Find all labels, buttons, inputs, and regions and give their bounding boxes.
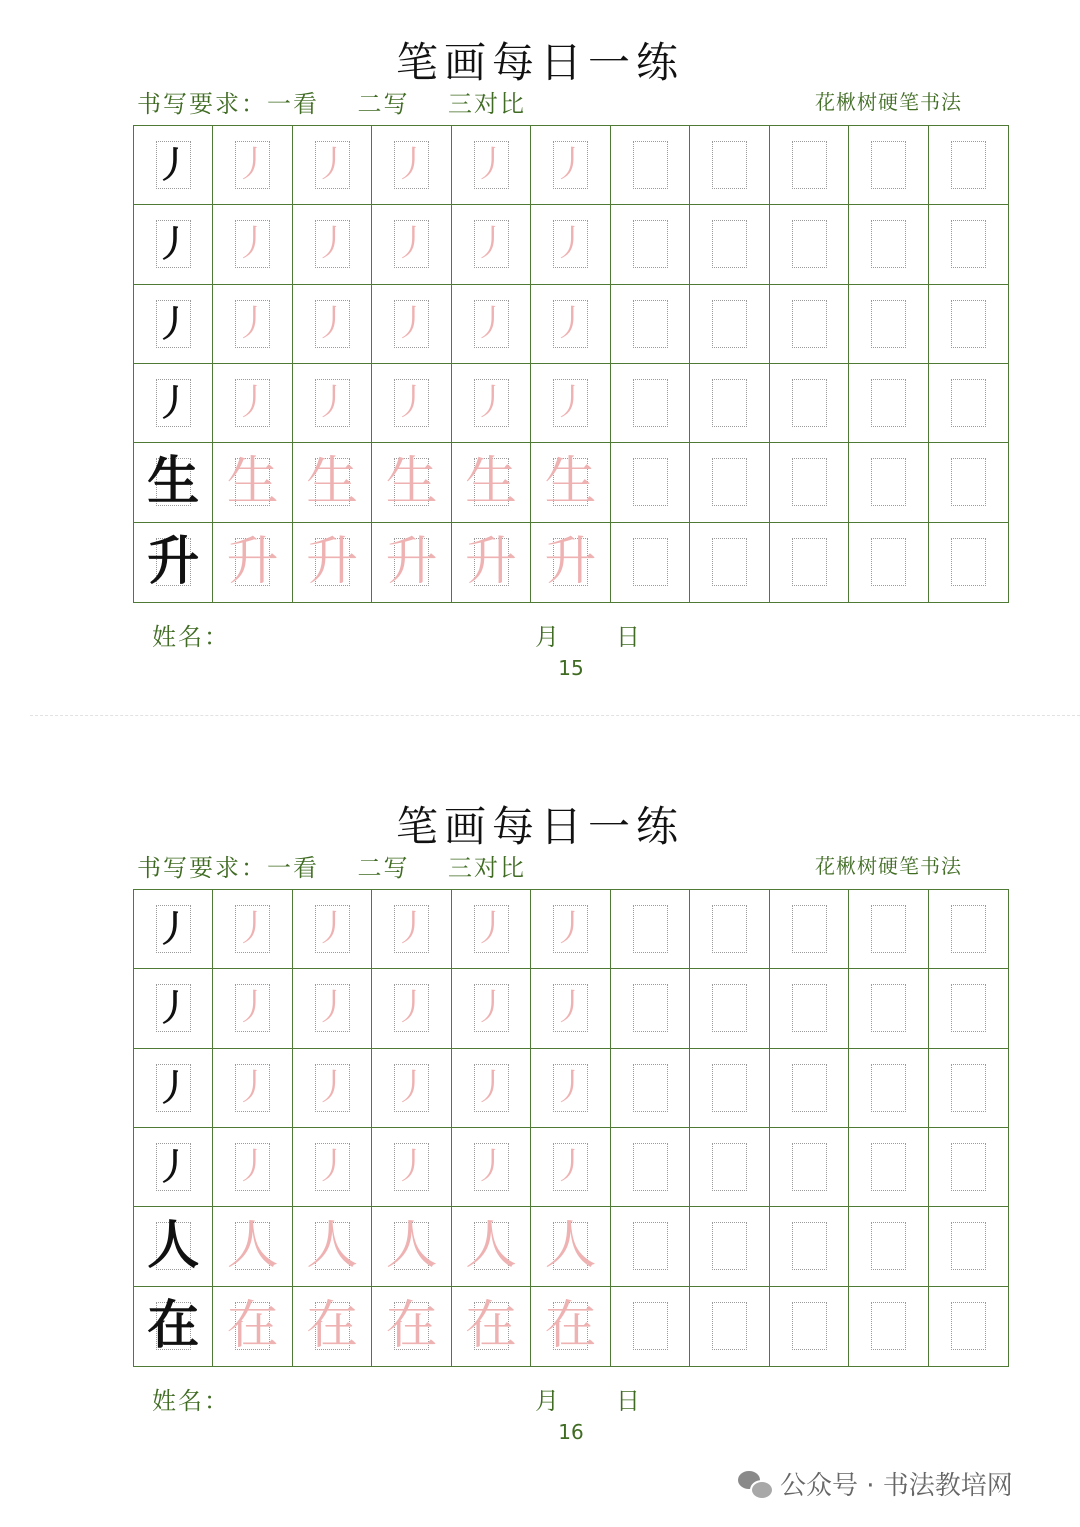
dotted-guide-box [712, 905, 747, 953]
practice-cell[interactable] [531, 205, 610, 284]
day-label: 日 [616, 623, 640, 651]
dotted-guide-box [712, 1064, 747, 1112]
practice-cell[interactable] [690, 126, 769, 205]
practice-cell[interactable] [134, 1207, 213, 1286]
trace-character: 丿 [473, 382, 510, 424]
practice-grid [133, 889, 1009, 1367]
practice-cell[interactable] [690, 205, 769, 284]
dotted-guide-box [871, 905, 906, 953]
practice-cell[interactable] [770, 1128, 849, 1207]
brand-name: 花楸树硬笔书法 [815, 90, 962, 114]
dotted-guide-box [792, 1143, 827, 1191]
dotted-guide-box [871, 538, 906, 586]
trace-character: 人 [544, 1216, 597, 1277]
dotted-guide-box [633, 300, 668, 348]
practice-cell[interactable] [452, 1207, 531, 1286]
practice-cell[interactable] [134, 969, 213, 1048]
practice-cell[interactable] [213, 364, 292, 443]
practice-cell[interactable] [929, 126, 1008, 205]
model-character: 丿 [155, 302, 192, 345]
trace-character: 丿 [552, 987, 589, 1029]
model-character: 丿 [155, 1066, 192, 1109]
trace-character: 在 [385, 1296, 438, 1357]
practice-cell[interactable] [452, 205, 531, 284]
practice-cell[interactable] [452, 1128, 531, 1207]
trace-character: 丿 [393, 223, 430, 265]
trace-character: 生 [306, 452, 359, 513]
trace-character: 丿 [234, 144, 271, 186]
practice-cell[interactable] [452, 1049, 531, 1128]
trace-character: 丿 [234, 302, 271, 344]
practice-cell[interactable] [372, 1128, 451, 1207]
trace-character: 丿 [473, 908, 510, 950]
practice-cell[interactable] [293, 443, 372, 522]
practice-cell[interactable] [849, 523, 928, 602]
dotted-guide-box [871, 300, 906, 348]
trace-character: 丿 [393, 382, 430, 424]
practice-cell[interactable] [372, 1207, 451, 1286]
practice-cell[interactable] [293, 1128, 372, 1207]
practice-cell[interactable] [849, 205, 928, 284]
trace-character: 人 [385, 1216, 438, 1277]
model-character: 升 [147, 531, 200, 593]
practice-cell[interactable] [213, 890, 292, 969]
dotted-guide-box [951, 458, 986, 506]
trace-character: 生 [226, 452, 279, 513]
practice-cell[interactable] [134, 1287, 213, 1366]
practice-cell[interactable] [452, 285, 531, 364]
dotted-guide-box [951, 905, 986, 953]
page-number: 16 [558, 1420, 584, 1444]
dotted-guide-box [792, 300, 827, 348]
trace-character: 丿 [552, 1066, 589, 1108]
practice-cell[interactable] [134, 1128, 213, 1207]
practice-cell[interactable] [849, 969, 928, 1048]
practice-cell[interactable] [531, 126, 610, 205]
dotted-guide-box [633, 538, 668, 586]
practice-cell[interactable] [611, 285, 690, 364]
dotted-guide-box [633, 1143, 668, 1191]
practice-cell[interactable] [929, 1049, 1008, 1128]
practice-cell[interactable] [213, 205, 292, 284]
practice-cell[interactable] [770, 364, 849, 443]
practice-cell[interactable] [293, 1287, 372, 1366]
practice-cell[interactable] [293, 1207, 372, 1286]
dotted-guide-box [712, 379, 747, 427]
dotted-guide-box [633, 458, 668, 506]
practice-cell[interactable] [531, 443, 610, 522]
writing-requirements: 书写要求：一看 二写 三对比 [137, 90, 527, 118]
practice-cell[interactable] [372, 523, 451, 602]
model-character: 人 [147, 1215, 200, 1277]
dotted-guide-box [792, 1064, 827, 1112]
practice-cell[interactable] [213, 285, 292, 364]
practice-cell[interactable] [134, 443, 213, 522]
trace-character: 丿 [234, 223, 271, 265]
model-character: 丿 [155, 144, 192, 187]
trace-character: 丿 [393, 302, 430, 344]
practice-cell[interactable] [770, 969, 849, 1048]
practice-cell[interactable] [849, 1049, 928, 1128]
practice-cell[interactable] [372, 285, 451, 364]
practice-cell[interactable] [452, 969, 531, 1048]
trace-character: 丿 [473, 302, 510, 344]
practice-cell[interactable] [372, 1287, 451, 1366]
practice-cell[interactable] [929, 443, 1008, 522]
dotted-guide-box [871, 1302, 906, 1350]
trace-character: 丿 [552, 223, 589, 265]
dotted-guide-box [951, 141, 986, 189]
model-character: 丿 [155, 908, 192, 951]
trace-character: 丿 [314, 987, 351, 1029]
practice-cell[interactable] [929, 364, 1008, 443]
practice-sheet-16 [0, 764, 1080, 1464]
practice-cell[interactable] [849, 364, 928, 443]
practice-cell[interactable] [770, 126, 849, 205]
practice-cell[interactable] [849, 1287, 928, 1366]
practice-cell[interactable] [452, 890, 531, 969]
practice-cell[interactable] [770, 1287, 849, 1366]
trace-character: 在 [465, 1296, 518, 1357]
dotted-guide-box [951, 1302, 986, 1350]
practice-cell[interactable] [372, 969, 451, 1048]
trace-character: 升 [465, 532, 518, 593]
practice-cell[interactable] [690, 1287, 769, 1366]
practice-cell[interactable] [293, 205, 372, 284]
practice-cell[interactable] [134, 523, 213, 602]
practice-cell[interactable] [929, 285, 1008, 364]
model-character: 丿 [155, 223, 192, 266]
practice-cell[interactable] [531, 1049, 610, 1128]
watermark-text: 公众号 · 书法教培网 [780, 1471, 1013, 1501]
name-label: 姓名： [152, 623, 230, 651]
dotted-guide-box [871, 379, 906, 427]
trace-character: 丿 [473, 987, 510, 1029]
trace-character: 丿 [234, 987, 271, 1029]
trace-character: 在 [544, 1296, 597, 1357]
dotted-guide-box [712, 220, 747, 268]
model-character: 在 [147, 1295, 200, 1357]
trace-character: 丿 [234, 908, 271, 950]
dotted-guide-box [633, 984, 668, 1032]
practice-cell[interactable] [372, 205, 451, 284]
trace-character: 丿 [234, 1146, 271, 1188]
dotted-guide-box [712, 458, 747, 506]
brand-name: 花楸树硬笔书法 [815, 854, 962, 878]
dotted-guide-box [951, 984, 986, 1032]
model-character: 丿 [155, 987, 192, 1030]
practice-cell[interactable] [690, 443, 769, 522]
dotted-guide-box [712, 300, 747, 348]
practice-sheet-15 [0, 0, 1080, 700]
trace-character: 丿 [393, 1146, 430, 1188]
trace-character: 升 [226, 532, 279, 593]
dotted-guide-box [871, 1222, 906, 1270]
wechat-icon [738, 1469, 772, 1499]
practice-cell[interactable] [770, 890, 849, 969]
dotted-guide-box [792, 1302, 827, 1350]
practice-cell[interactable] [452, 523, 531, 602]
dotted-guide-box [633, 141, 668, 189]
dotted-guide-box [951, 220, 986, 268]
practice-cell[interactable] [929, 1207, 1008, 1286]
dotted-guide-box [633, 220, 668, 268]
dotted-guide-box [633, 1064, 668, 1112]
practice-cell[interactable] [531, 285, 610, 364]
model-character: 生 [147, 451, 200, 513]
dotted-guide-box [792, 220, 827, 268]
trace-character: 丿 [552, 302, 589, 344]
practice-cell[interactable] [213, 523, 292, 602]
practice-cell[interactable] [611, 443, 690, 522]
watermark [738, 1465, 1013, 1502]
practice-cell[interactable] [690, 969, 769, 1048]
trace-character: 升 [385, 532, 438, 593]
trace-character: 丿 [314, 382, 351, 424]
practice-cell[interactable] [531, 890, 610, 969]
practice-cell[interactable] [372, 364, 451, 443]
practice-cell[interactable] [452, 364, 531, 443]
practice-cell[interactable] [134, 890, 213, 969]
trace-character: 丿 [473, 1066, 510, 1108]
trace-character: 丿 [552, 1146, 589, 1188]
practice-cell[interactable] [929, 205, 1008, 284]
trace-character: 生 [465, 452, 518, 513]
trace-character: 在 [306, 1296, 359, 1357]
practice-cell[interactable] [293, 285, 372, 364]
practice-cell[interactable] [929, 969, 1008, 1048]
writing-requirements: 书写要求：一看 二写 三对比 [137, 854, 527, 882]
practice-cell[interactable] [770, 1207, 849, 1286]
practice-cell[interactable] [611, 126, 690, 205]
practice-cell[interactable] [134, 126, 213, 205]
trace-character: 丿 [393, 144, 430, 186]
practice-cell[interactable] [849, 1207, 928, 1286]
practice-cell[interactable] [372, 1049, 451, 1128]
trace-character: 丿 [473, 223, 510, 265]
dotted-guide-box [792, 984, 827, 1032]
practice-cell[interactable] [770, 285, 849, 364]
practice-cell[interactable] [134, 364, 213, 443]
dotted-guide-box [951, 300, 986, 348]
day-label: 日 [616, 1387, 640, 1415]
dotted-guide-box [633, 379, 668, 427]
dotted-guide-box [871, 1064, 906, 1112]
practice-cell[interactable] [372, 443, 451, 522]
practice-cell[interactable] [611, 890, 690, 969]
trace-character: 丿 [552, 382, 589, 424]
practice-cell[interactable] [213, 1207, 292, 1286]
dotted-guide-box [712, 538, 747, 586]
practice-cell[interactable] [293, 523, 372, 602]
practice-cell[interactable] [531, 523, 610, 602]
practice-cell[interactable] [213, 1287, 292, 1366]
practice-cell[interactable] [134, 285, 213, 364]
practice-cell[interactable] [929, 523, 1008, 602]
dotted-guide-box [633, 1222, 668, 1270]
practice-cell[interactable] [531, 364, 610, 443]
practice-cell[interactable] [849, 890, 928, 969]
dotted-guide-box [712, 1222, 747, 1270]
practice-cell[interactable] [293, 1049, 372, 1128]
practice-cell[interactable] [611, 969, 690, 1048]
practice-cell[interactable] [213, 1049, 292, 1128]
practice-cell[interactable] [849, 285, 928, 364]
trace-character: 丿 [393, 1066, 430, 1108]
practice-cell[interactable] [372, 126, 451, 205]
practice-cell[interactable] [770, 523, 849, 602]
dotted-guide-box [792, 1222, 827, 1270]
dotted-guide-box [712, 141, 747, 189]
dotted-guide-box [871, 458, 906, 506]
trace-character: 丿 [393, 987, 430, 1029]
dotted-guide-box [871, 141, 906, 189]
sheet-title: 笔画每日一练 [395, 802, 684, 851]
practice-cell[interactable] [611, 1287, 690, 1366]
practice-cell[interactable] [372, 890, 451, 969]
trace-character: 丿 [314, 1146, 351, 1188]
practice-cell[interactable] [690, 285, 769, 364]
name-label: 姓名： [152, 1387, 230, 1415]
practice-cell[interactable] [213, 443, 292, 522]
trace-character: 丿 [314, 144, 351, 186]
dotted-guide-box [712, 1143, 747, 1191]
trace-character: 人 [306, 1216, 359, 1277]
sheet-title: 笔画每日一练 [395, 38, 684, 87]
dotted-guide-box [792, 458, 827, 506]
practice-cell[interactable] [611, 205, 690, 284]
practice-cell[interactable] [770, 205, 849, 284]
trace-character: 在 [226, 1296, 279, 1357]
trace-character: 丿 [552, 908, 589, 950]
practice-cell[interactable] [611, 1207, 690, 1286]
dotted-guide-box [871, 1143, 906, 1191]
dotted-guide-box [792, 141, 827, 189]
practice-cell[interactable] [690, 1049, 769, 1128]
dotted-guide-box [792, 905, 827, 953]
page-divider [30, 715, 1080, 716]
trace-character: 丿 [393, 908, 430, 950]
practice-cell[interactable] [293, 890, 372, 969]
practice-cell[interactable] [452, 126, 531, 205]
dotted-guide-box [792, 379, 827, 427]
trace-character: 生 [385, 452, 438, 513]
trace-character: 生 [544, 452, 597, 513]
practice-cell[interactable] [134, 1049, 213, 1128]
page-number: 15 [558, 656, 584, 680]
trace-character: 丿 [234, 382, 271, 424]
practice-cell[interactable] [929, 890, 1008, 969]
dotted-guide-box [792, 538, 827, 586]
practice-cell[interactable] [929, 1287, 1008, 1366]
dotted-guide-box [712, 1302, 747, 1350]
model-character: 丿 [155, 382, 192, 425]
dotted-guide-box [951, 1222, 986, 1270]
practice-cell[interactable] [134, 205, 213, 284]
trace-character: 升 [306, 532, 359, 593]
month-label: 月 [535, 1387, 559, 1415]
practice-cell[interactable] [213, 126, 292, 205]
practice-cell[interactable] [611, 364, 690, 443]
practice-cell[interactable] [849, 1128, 928, 1207]
dotted-guide-box [951, 538, 986, 586]
month-label: 月 [535, 623, 559, 651]
practice-cell[interactable] [531, 1287, 610, 1366]
practice-cell[interactable] [611, 1049, 690, 1128]
dotted-guide-box [951, 1064, 986, 1112]
practice-cell[interactable] [213, 1128, 292, 1207]
practice-cell[interactable] [929, 1128, 1008, 1207]
practice-cell[interactable] [849, 443, 928, 522]
practice-grid [133, 125, 1009, 603]
practice-cell[interactable] [531, 1128, 610, 1207]
practice-cell[interactable] [690, 364, 769, 443]
practice-cell[interactable] [293, 126, 372, 205]
dotted-guide-box [633, 1302, 668, 1350]
practice-cell[interactable] [293, 364, 372, 443]
dotted-guide-box [871, 220, 906, 268]
trace-character: 丿 [234, 1066, 271, 1108]
trace-character: 丿 [314, 302, 351, 344]
dotted-guide-box [951, 379, 986, 427]
practice-cell[interactable] [452, 1287, 531, 1366]
practice-cell[interactable] [849, 126, 928, 205]
practice-cell[interactable] [611, 1128, 690, 1207]
trace-character: 丿 [473, 1146, 510, 1188]
model-character: 丿 [155, 1146, 192, 1189]
practice-cell[interactable] [213, 969, 292, 1048]
practice-cell[interactable] [690, 1207, 769, 1286]
practice-cell[interactable] [770, 1049, 849, 1128]
trace-character: 升 [544, 532, 597, 593]
practice-cell[interactable] [690, 890, 769, 969]
practice-cell[interactable] [531, 1207, 610, 1286]
trace-character: 丿 [473, 144, 510, 186]
practice-cell[interactable] [293, 969, 372, 1048]
practice-cell[interactable] [770, 443, 849, 522]
dotted-guide-box [712, 984, 747, 1032]
trace-character: 人 [226, 1216, 279, 1277]
practice-cell[interactable] [531, 969, 610, 1048]
practice-cell[interactable] [690, 523, 769, 602]
trace-character: 人 [465, 1216, 518, 1277]
trace-character: 丿 [552, 144, 589, 186]
dotted-guide-box [951, 1143, 986, 1191]
dotted-guide-box [871, 984, 906, 1032]
practice-cell[interactable] [452, 443, 531, 522]
trace-character: 丿 [314, 908, 351, 950]
trace-character: 丿 [314, 1066, 351, 1108]
trace-character: 丿 [314, 223, 351, 265]
practice-cell[interactable] [611, 523, 690, 602]
practice-cell[interactable] [690, 1128, 769, 1207]
dotted-guide-box [633, 905, 668, 953]
